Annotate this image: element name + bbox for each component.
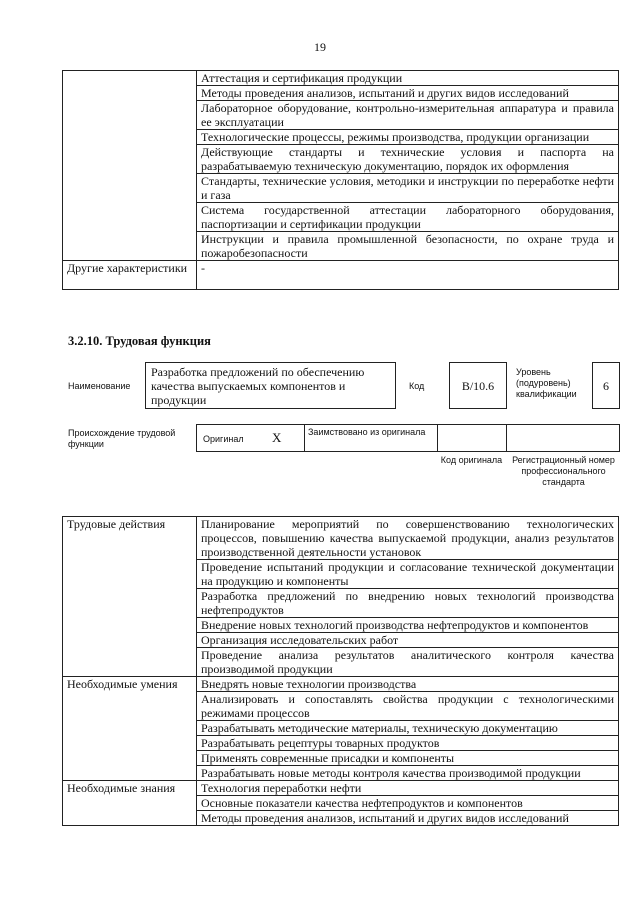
- knowledge-item: Система государственной аттестации лабораторного оборудования, паспортизации и сертификации продукции: [197, 203, 619, 232]
- other-characteristics-value: -: [197, 261, 619, 290]
- level-value: 6: [592, 362, 620, 409]
- reg-number-label: Регистрационный номер профессионального стандарта: [512, 455, 615, 487]
- group-item: Проведение анализа результатов аналитического контроля качества производимой продукции: [197, 648, 619, 677]
- function-name-value: Разработка предложений по обеспечению качества выпускаемых компонентов и продукции: [145, 362, 396, 409]
- knowledge-item: Инструкции и правила промышленной безопасности, по охране труда и пожаробезопасности: [197, 232, 619, 261]
- group-item: Анализировать и сопоставлять свойства продукции с технологическими режимами процессов: [197, 692, 619, 721]
- code-original-label: Код оригинала: [440, 455, 503, 465]
- origin-label: Происхождение трудовой функции: [68, 428, 176, 449]
- knowledge-item: Аттестация и сертификация продукции: [197, 71, 619, 86]
- table-row: [63, 71, 619, 86]
- table-row: [63, 261, 619, 290]
- knowledge-item: Технологические процессы, режимы производства, продукции организации: [197, 130, 619, 145]
- name-label: Наименование: [68, 381, 131, 391]
- group-item: Разрабатывать новые методы контроля качества производимой продукции: [197, 766, 619, 781]
- knowledge-item: Действующие стандарты и технические условия и паспорта на разрабатываемую техническую документацию, порядок их оформления: [197, 145, 619, 174]
- original-mark: X: [272, 430, 282, 445]
- group-item: Планирование мероприятий по совершенствованию технологических процессов, повышению качества выпускаемой продукции, анализ результатов производственной деятельности установок: [197, 517, 619, 560]
- labor-function-table: [62, 516, 619, 826]
- knowledge-item: Методы проведения анализов, испытаний и других видов исследований: [197, 86, 619, 101]
- group-item: Внедрение новых технологий производства нефтепродуктов и компонентов: [197, 618, 619, 633]
- borrowed-label: Заимствовано из оригинала: [308, 427, 426, 437]
- group-item: Внедрять новые технологии производства: [197, 677, 619, 692]
- group-item: Организация исследовательских работ: [197, 633, 619, 648]
- group-item: Методы проведения анализов, испытаний и других видов исследований: [197, 811, 619, 826]
- knowledge-table-continued: [62, 70, 619, 290]
- code-label: Код: [409, 381, 425, 391]
- group-label: Необходимые умения: [63, 677, 197, 781]
- knowledge-item: Стандарты, технические условия, методики и инструкции по переработке нефти и газа: [197, 174, 619, 203]
- level-label: Уровень (подуровень) квалификации: [516, 367, 577, 399]
- group-item: Технология переработки нефти: [197, 781, 619, 796]
- original-label: Оригинал: [203, 434, 244, 444]
- group-label-empty: [63, 71, 197, 261]
- table-row: [63, 517, 619, 560]
- group-label: Необходимые знания: [63, 781, 197, 826]
- section-heading: 3.2.10. Трудовая функция: [68, 334, 211, 348]
- knowledge-item: Лабораторное оборудование, контрольно-измерительная аппаратура и правила ее эксплуатации: [197, 101, 619, 130]
- function-code-value: B/10.6: [449, 362, 507, 409]
- table-row: [63, 781, 619, 796]
- group-item: Проведение испытаний продукции и согласование технической документации на продукцию и компоненты: [197, 560, 619, 589]
- page-number: 19: [314, 40, 326, 54]
- table-row: [63, 677, 619, 692]
- group-item: Разработка предложений по внедрению новых технологий производства нефтепродуктов: [197, 589, 619, 618]
- other-characteristics-label: Другие характеристики: [63, 261, 197, 290]
- group-item: Разрабатывать рецептуры товарных продуктов: [197, 736, 619, 751]
- group-item: Разрабатывать методические материалы, техническую документацию: [197, 721, 619, 736]
- group-item: Применять современные присадки и компоненты: [197, 751, 619, 766]
- group-item: Основные показатели качества нефтепродуктов и компонентов: [197, 796, 619, 811]
- group-label: Трудовые действия: [63, 517, 197, 677]
